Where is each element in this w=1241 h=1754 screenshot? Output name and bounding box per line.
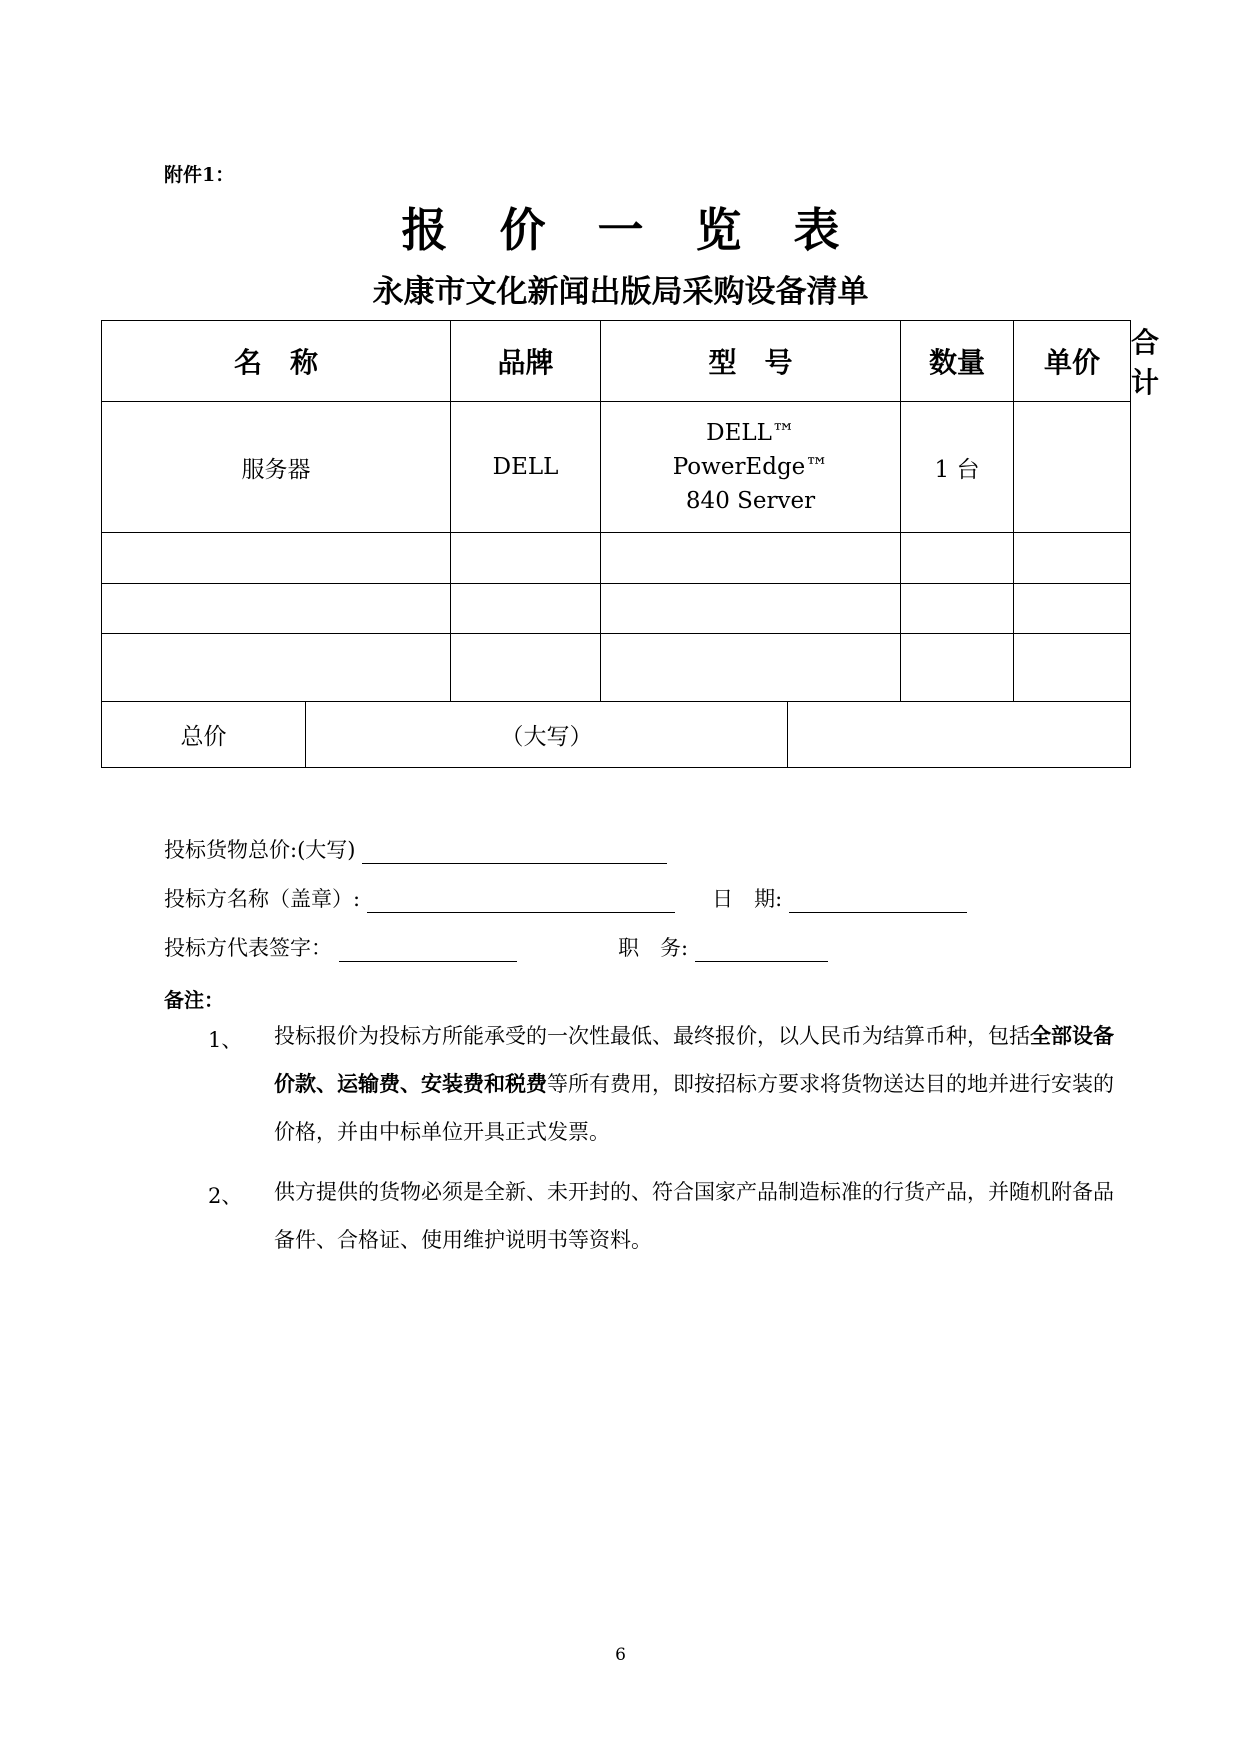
table-row bbox=[102, 402, 1131, 533]
form-total-price bbox=[164, 834, 667, 864]
document-title: 报 价 一 览 表 bbox=[401, 203, 858, 257]
cell-quantity bbox=[901, 634, 1014, 702]
header-brand: 品牌 bbox=[451, 321, 601, 402]
total-price-fill-line[interactable] bbox=[362, 841, 667, 864]
header-unit-price: 单价 bbox=[1014, 321, 1131, 402]
form-rep-sign bbox=[164, 932, 828, 962]
note-number: 2、 bbox=[208, 1184, 243, 1208]
model-line: 840 Server bbox=[685, 488, 816, 514]
cell-model bbox=[601, 533, 901, 584]
form-rep-sign-label: 投标方代表签字： bbox=[164, 936, 332, 960]
cell-unit-price bbox=[1014, 402, 1131, 533]
note-text bbox=[274, 1012, 1124, 1156]
note-text-part: 投标报价为投标方所能承受的一次性最低、最终报价，以人民币为结算币种，包括 bbox=[274, 1024, 1030, 1048]
table-row bbox=[102, 533, 1131, 584]
cell-quantity bbox=[901, 533, 1014, 584]
table-row bbox=[102, 584, 1131, 634]
cell-unit-price bbox=[1014, 584, 1131, 634]
cell-model bbox=[601, 634, 901, 702]
cell-brand bbox=[451, 584, 601, 634]
table-row bbox=[102, 634, 1131, 702]
cell-quantity: 1 台 bbox=[901, 402, 1014, 533]
rep-sign-fill-line[interactable] bbox=[339, 939, 517, 962]
document-subtitle: 永康市文化新闻出版局采购设备清单 bbox=[372, 274, 869, 310]
header-name: 名 称 bbox=[102, 321, 451, 402]
note-number: 1、 bbox=[208, 1028, 243, 1052]
cell-brand bbox=[451, 533, 601, 584]
cell-name: 服务器 bbox=[102, 402, 451, 533]
form-date-label: 日 期: bbox=[712, 887, 783, 911]
note-text-part: 供方提供的货物必须是全新、未开封的、符合国家产品制造标准的行货产品，并随机附备品备件、合格证、使用维护说明书等资料。 bbox=[274, 1180, 1114, 1252]
total-price-value bbox=[788, 702, 1131, 768]
cell-model bbox=[601, 402, 901, 533]
note-item bbox=[164, 1180, 1124, 1280]
note-text-part: 等所有费用，即按招标方要求将货物送达目的地并进行安装的价格，并由中标单位开具正式发票。 bbox=[274, 1072, 1114, 1144]
model-line: DELL™ bbox=[706, 420, 795, 446]
form-bidder-name bbox=[164, 883, 967, 913]
page-number: 6 bbox=[615, 1645, 626, 1665]
header-quantity: 数量 bbox=[901, 321, 1014, 402]
position-fill-line[interactable] bbox=[695, 939, 828, 962]
quote-table bbox=[101, 320, 1160, 768]
cell-name bbox=[102, 634, 451, 702]
cell-brand: DELL bbox=[451, 402, 601, 533]
header-model: 型 号 bbox=[601, 321, 901, 402]
form-bidder-name-label: 投标方名称（盖章）: bbox=[164, 887, 361, 911]
cell-unit-price bbox=[1014, 634, 1131, 702]
date-fill-line[interactable] bbox=[789, 890, 967, 913]
note-text bbox=[274, 1168, 1124, 1264]
cell-model bbox=[601, 584, 901, 634]
bidder-name-fill-line[interactable] bbox=[367, 890, 675, 913]
notes-label: 备注： bbox=[164, 988, 224, 1012]
total-row bbox=[102, 702, 1131, 768]
total-price-label: 总价 bbox=[102, 702, 306, 768]
cell-quantity bbox=[901, 584, 1014, 634]
form-total-price-label: 投标货物总价:(大写) bbox=[164, 838, 356, 862]
cell-unit-price bbox=[1014, 533, 1131, 584]
cell-brand bbox=[451, 634, 601, 702]
table-header-row: 名 称 品牌 型 号 数量 单价 合计 bbox=[102, 321, 1131, 402]
total-price-words: （大写） bbox=[306, 702, 788, 768]
note-item bbox=[164, 1024, 1124, 1174]
form-position-label: 职 务: bbox=[618, 936, 689, 960]
attachment-label: 附件1： bbox=[164, 164, 235, 186]
note-text-emphasis: 全部设备价款、运输费、安装费和税费 bbox=[274, 1023, 1114, 1096]
model-line: PowerEdge™ bbox=[672, 454, 829, 480]
cell-name bbox=[102, 584, 451, 634]
cell-name bbox=[102, 533, 451, 584]
